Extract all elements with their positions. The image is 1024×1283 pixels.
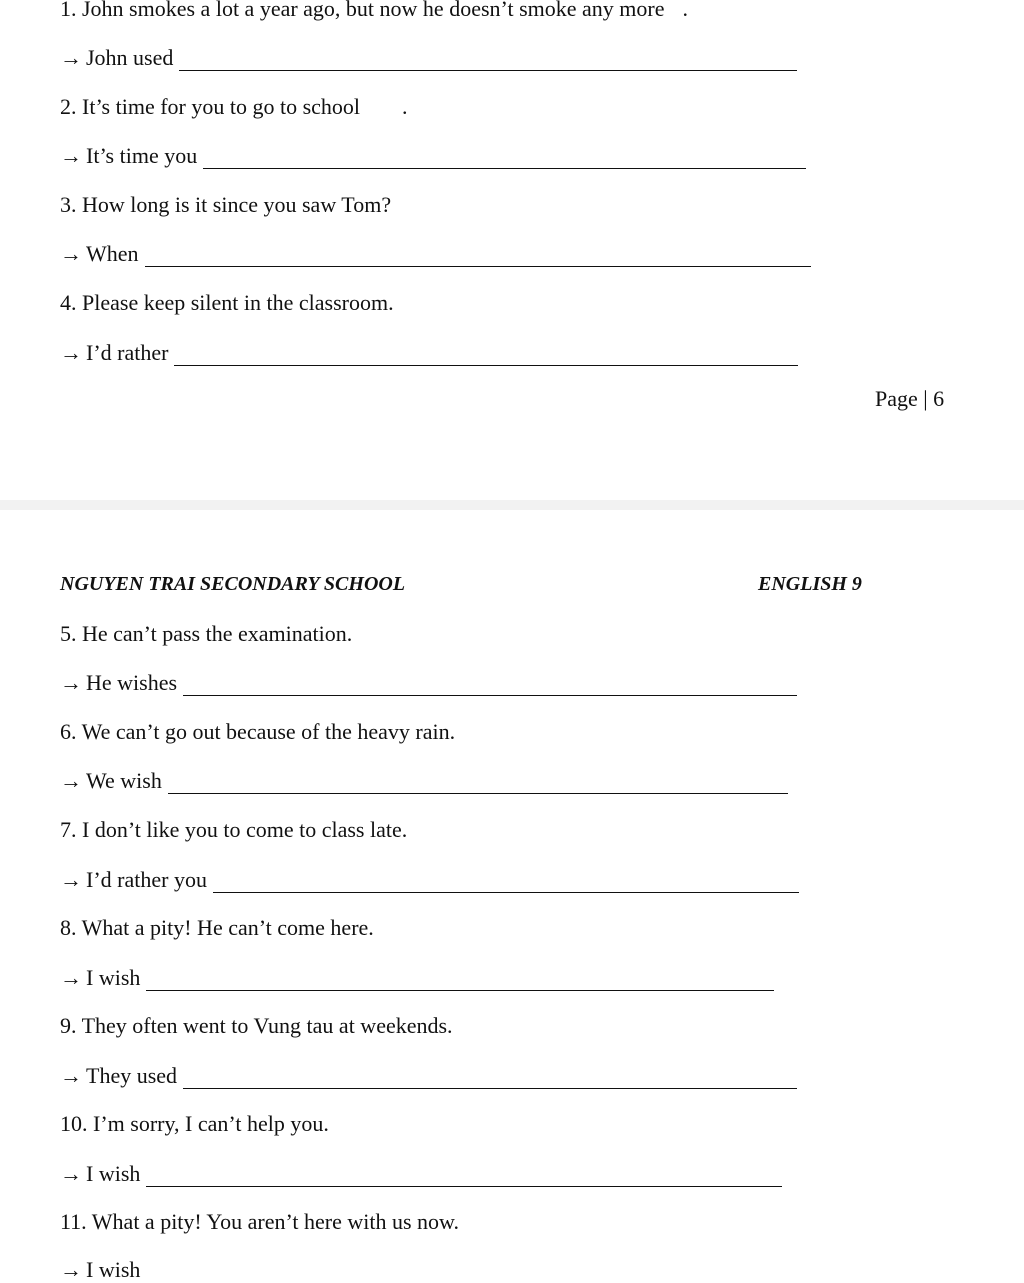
question-trailing-mark: . bbox=[402, 94, 408, 119]
answer-blank-line bbox=[146, 1168, 782, 1187]
answer-prompt: I wish bbox=[86, 965, 141, 990]
answer-blank-line bbox=[213, 874, 799, 893]
answer-2 bbox=[60, 143, 806, 169]
answer-prompt: I’d rather you bbox=[86, 867, 207, 892]
answer-blank-line bbox=[145, 248, 811, 267]
page-separator bbox=[0, 500, 1024, 510]
arrow-icon: → bbox=[60, 768, 82, 793]
arrow-icon: → bbox=[60, 340, 82, 365]
question-8 bbox=[60, 915, 374, 941]
question-4 bbox=[60, 290, 394, 316]
question-text: 11. What a pity! You aren’t here with us now. bbox=[60, 1209, 459, 1234]
document-page-7 bbox=[0, 510, 1024, 1280]
question-text: 4. Please keep silent in the classroom. bbox=[60, 290, 394, 315]
question-text: 6. We can’t go out because of the heavy rain. bbox=[60, 719, 456, 744]
answer-blank-line bbox=[183, 1070, 797, 1089]
question-text: 2. It’s time for you to go to school bbox=[60, 94, 361, 119]
answer-blank-line bbox=[146, 972, 774, 991]
arrow-icon: → bbox=[60, 1161, 82, 1186]
page-number: Page | 6 bbox=[875, 386, 945, 411]
answer-prompt: He wishes bbox=[86, 670, 178, 695]
school-header: NGUYEN TRAI SECONDARY SCHOOL bbox=[60, 573, 406, 595]
answer-blank-line bbox=[168, 775, 788, 794]
arrow-icon: → bbox=[60, 45, 82, 70]
arrow-icon: → bbox=[60, 867, 82, 892]
question-11 bbox=[60, 1209, 459, 1235]
answer-prompt: I wish bbox=[86, 1257, 141, 1282]
answer-9 bbox=[60, 1063, 797, 1089]
answer-prompt: They used bbox=[86, 1063, 178, 1088]
answer-10 bbox=[60, 1161, 782, 1187]
answer-6 bbox=[60, 768, 788, 794]
document-page-6 bbox=[0, 0, 1024, 500]
question-9 bbox=[60, 1013, 453, 1039]
question-10 bbox=[60, 1111, 329, 1137]
question-7 bbox=[60, 817, 407, 843]
answer-3 bbox=[60, 241, 811, 267]
answer-8 bbox=[60, 965, 774, 991]
answer-prompt: We wish bbox=[86, 768, 162, 793]
answer-4 bbox=[60, 340, 798, 366]
question-2 bbox=[60, 94, 408, 120]
question-1 bbox=[60, 0, 688, 22]
answer-blank-line bbox=[203, 150, 806, 169]
subject-header: ENGLISH 9 bbox=[758, 573, 862, 595]
question-text: 8. What a pity! He can’t come here. bbox=[60, 915, 374, 940]
answer-blank-line bbox=[174, 347, 798, 366]
arrow-icon: → bbox=[60, 1257, 82, 1282]
answer-prompt: It’s time you bbox=[86, 143, 198, 168]
answer-5 bbox=[60, 670, 797, 696]
question-5 bbox=[60, 621, 352, 647]
answer-7 bbox=[60, 867, 799, 893]
question-text: 1. John smokes a lot a year ago, but now he doesn’t smoke any more bbox=[60, 0, 665, 21]
arrow-icon: → bbox=[60, 670, 82, 695]
answer-1 bbox=[60, 45, 797, 71]
question-3 bbox=[60, 192, 391, 218]
answer-blank-line bbox=[179, 52, 797, 71]
answer-prompt: I wish bbox=[86, 1161, 141, 1186]
question-text: 9. They often went to Vung tau at weekends. bbox=[60, 1013, 453, 1038]
question-trailing-mark: . bbox=[682, 0, 688, 21]
arrow-icon: → bbox=[60, 143, 82, 168]
arrow-icon: → bbox=[60, 241, 82, 266]
answer-prompt: I’d rather bbox=[86, 340, 169, 365]
answer-prompt: John used bbox=[86, 45, 174, 70]
answer-11 bbox=[60, 1257, 140, 1283]
question-text: 3. How long is it since you saw Tom? bbox=[60, 192, 392, 217]
answer-blank-line bbox=[183, 677, 797, 696]
answer-prompt: When bbox=[86, 241, 139, 266]
arrow-icon: → bbox=[60, 1063, 82, 1088]
question-text: 7. I don’t like you to come to class late. bbox=[60, 817, 408, 842]
question-6 bbox=[60, 719, 455, 745]
question-text: 10. I’m sorry, I can’t help you. bbox=[60, 1111, 329, 1136]
question-text: 5. He can’t pass the examination. bbox=[60, 621, 353, 646]
arrow-icon: → bbox=[60, 965, 82, 990]
